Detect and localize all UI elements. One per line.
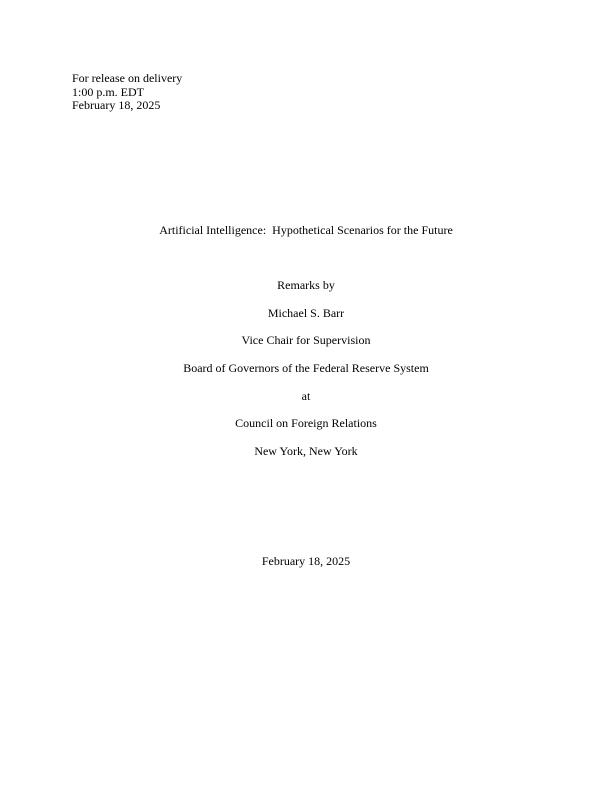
speech-date: February 18, 2025 [261, 554, 351, 568]
remarks-by-label: Remarks by [277, 278, 335, 292]
venue-name: Council on Foreign Relations [235, 416, 377, 430]
release-status: For release on delivery [72, 71, 183, 85]
release-notice [72, 72, 182, 113]
at-label: at [301, 389, 311, 403]
speaker-name: Michael S. Barr [267, 306, 345, 320]
venue-location: New York, New York [254, 444, 358, 458]
release-time: 1:00 p.m. EDT [72, 84, 144, 99]
speaker-position: Vice Chair for Supervision [241, 333, 371, 347]
speaker-organization: Board of Governors of the Federal Reserve System [183, 361, 429, 375]
speech-title: Artificial Intelligence: Hypothetical Scenarios for the Future [159, 223, 453, 237]
release-date: February 18, 2025 [72, 98, 161, 112]
